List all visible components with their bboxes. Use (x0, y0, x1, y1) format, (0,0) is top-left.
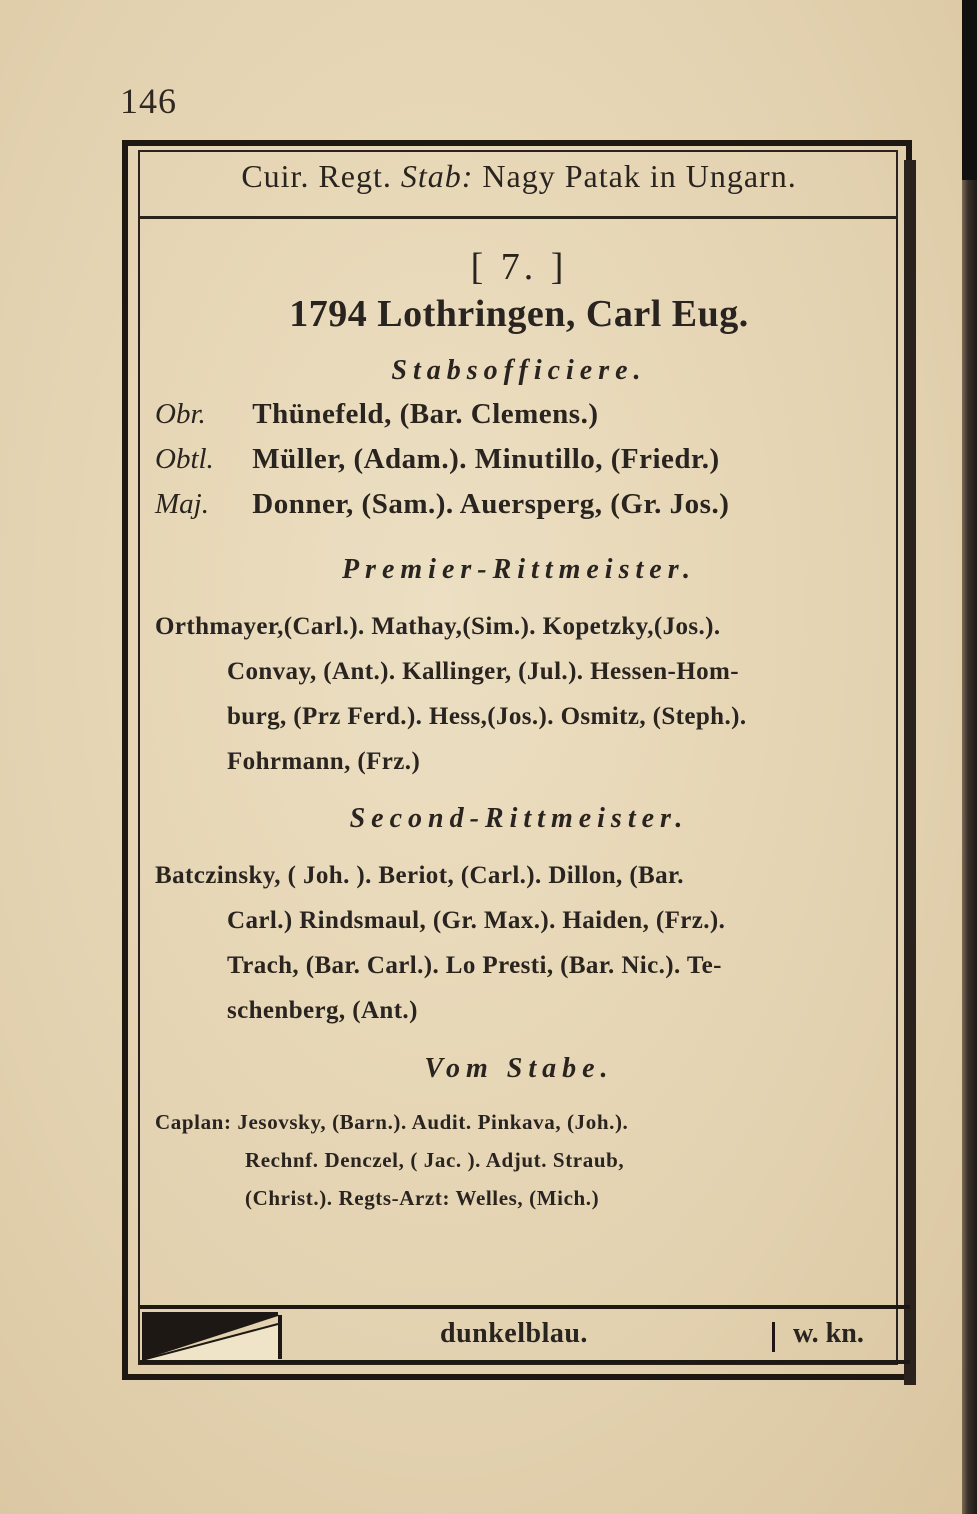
button-colour: w. kn. (793, 1318, 864, 1349)
footer-wedge-ornament (142, 1312, 282, 1360)
second-rittmeister-list (155, 853, 900, 1033)
list-line: burg, (Prz Ferd.). Hess,(Jos.). Osmitz, (Steph.). (227, 703, 747, 730)
list-line: Caplan: Jesovsky, (Barn.). Audit. Pinkava, (Joh.). (155, 1110, 629, 1134)
officer-row (155, 443, 720, 476)
vom-stabe-list (155, 1103, 900, 1217)
regiment-title: 1794 Lothringen, Carl Eug. (289, 293, 749, 335)
officer-names: Müller, (Adam.). Minutillo, (Friedr.) (252, 443, 720, 475)
list-line: Rechnf. Denczel, ( Jac. ). Adjut. Straub, (245, 1148, 625, 1172)
page-header (140, 158, 898, 195)
rank-label: Obr. (155, 398, 206, 430)
rank-label: Maj. (155, 488, 209, 520)
frame-shadow (904, 160, 916, 1385)
list-line: schenberg, (Ant.) (227, 997, 418, 1024)
list-line: Fohrmann, (Frz.) (227, 748, 421, 775)
regiment-number: [ 7. ] (470, 246, 568, 288)
rank-label: Obtl. (155, 443, 214, 475)
list-line: Carl.) Rindsmaul, (Gr. Max.). Haiden, (Frz.). (227, 907, 726, 934)
premier-rittmeister-list (155, 604, 900, 784)
footer-divider (278, 1315, 282, 1359)
footer-rule (140, 1360, 910, 1364)
list-line: Convay, (Ant.). Kallinger, (Jul.). Hessen-Hom- (227, 658, 739, 685)
binding-edge-top (962, 0, 977, 180)
premier-heading: Premier-Rittmeister. (341, 554, 697, 585)
officer-names: Donner, (Sam.). Auersperg, (Gr. Jos.) (252, 488, 730, 520)
vom-stabe-heading: Vom Stabe. (424, 1053, 614, 1084)
header-location: Nagy Patak in Ungarn. (482, 158, 797, 194)
header-stab-label: Stab: (400, 158, 474, 194)
binding-edge (962, 0, 977, 1514)
footer-rule (140, 1305, 910, 1309)
header-rule (140, 216, 898, 219)
facing-colour: dunkelblau. (440, 1318, 588, 1349)
page-number: 146 (120, 81, 177, 121)
officer-row (155, 488, 729, 521)
officer-row (155, 398, 599, 431)
list-line: Batczinsky, ( Joh. ). Beriot, (Carl.). Dillon, (Bar. (155, 862, 684, 889)
list-line: (Christ.). Regts-Arzt: Welles, (Mich.) (245, 1186, 600, 1210)
officer-names: Thünefeld, (Bar. Clemens.) (252, 398, 599, 430)
stabsofficiere-heading: Stabsofficiere. (391, 355, 647, 386)
footer-divider (772, 1322, 775, 1352)
second-heading: Second-Rittmeister. (349, 803, 689, 834)
header-prefix: Cuir. Regt. (241, 158, 392, 194)
list-line: Trach, (Bar. Carl.). Lo Presti, (Bar. Nic.). Te- (227, 952, 722, 979)
list-line: Orthmayer,(Carl.). Mathay,(Sim.). Kopetzky,(Jos.). (155, 613, 721, 640)
